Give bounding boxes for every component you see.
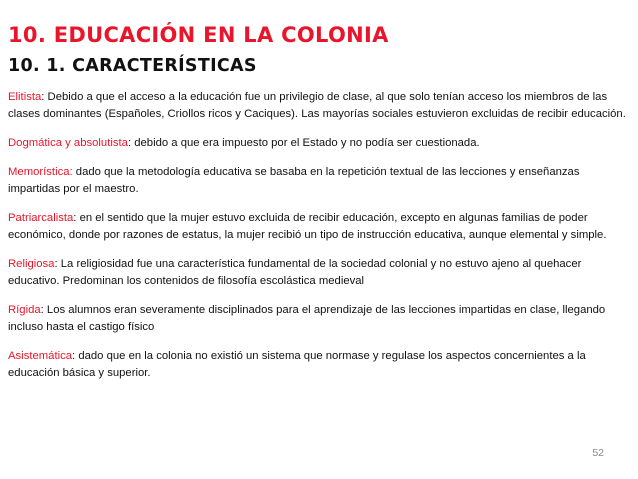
characteristics-list (8, 89, 633, 394)
characteristic-item (8, 210, 633, 244)
characteristic-item (8, 135, 633, 152)
characteristic-description: : debido a que era impuesto por el Estado y no podía ser cuestionada. (127, 137, 480, 149)
characteristic-term: Elitista (8, 91, 42, 103)
characteristic-description: dado que la metodología educativa se basaba en la repetición textual de las lecciones y enseñanzas impartidas por el maestro. (8, 166, 580, 195)
characteristic-item (8, 164, 633, 198)
slide-title: 10. EDUCACIÓN EN LA COLONIA (8, 23, 389, 47)
characteristic-term: Memorística: (8, 166, 73, 178)
page-number: 52 (592, 447, 604, 459)
characteristic-description: : Debido a que el acceso a la educación fue un privilegio de clase, al que solo tenían acceso los miembros de las clases dominantes (Españoles, Criollos ricos y Caciques). Las mayorías sociales estuvieron excluidas de recibir educación. (8, 91, 626, 120)
characteristic-term: Patriarcalista (8, 212, 74, 224)
characteristic-term: Asistemática (8, 350, 73, 362)
characteristic-description: : en el sentido que la mujer estuvo excluida de recibir educación, excepto en algunas familias de poder económico, donde por razones de estatus, la mujer recibió un tipo de instrucción educativa, aunque elemental y simple. (8, 212, 607, 241)
characteristic-item (8, 302, 633, 336)
characteristic-term: Dogmática y absolutista (8, 137, 128, 149)
characteristic-description: : La religiosidad fue una característica fundamental de la sociedad colonial y no estuvo ajeno al quehacer educativo. Predominan los contenidos de filosofía escolástica medieval (8, 258, 582, 287)
characteristic-item (8, 256, 633, 290)
characteristic-term: Rígida (8, 304, 41, 316)
characteristic-description: : dado que en la colonia no existió un sistema que normase y regulase los aspectos concernientes a la educación básica y superior. (8, 350, 586, 379)
slide-subtitle: 10. 1. CARACTERÍSTICAS (8, 56, 257, 76)
characteristic-term: Religiosa (8, 258, 55, 270)
characteristic-description: : Los alumnos eran severamente disciplinados para el aprendizaje de las lecciones impartidas en clase, llegando incluso hasta el castigo físico (8, 304, 606, 333)
characteristic-item (8, 348, 633, 382)
characteristic-item (8, 89, 633, 123)
